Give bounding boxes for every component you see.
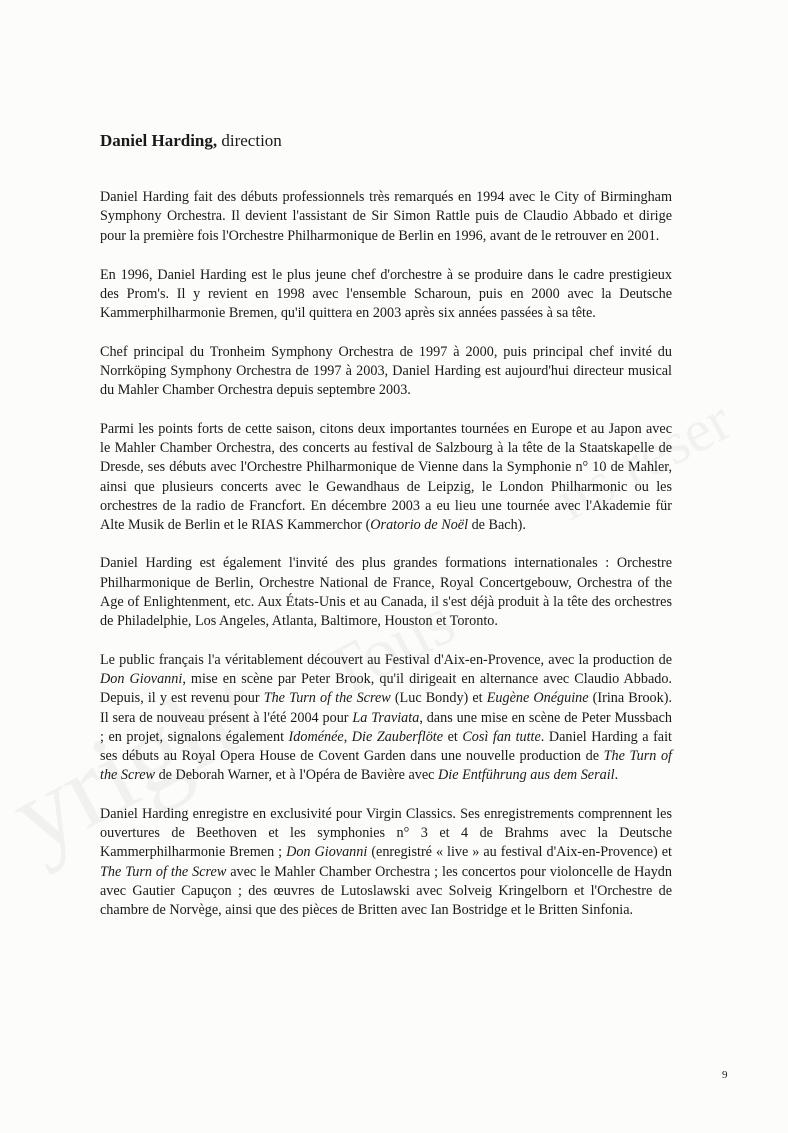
- paragraph-text: et: [443, 728, 463, 745]
- paragraph-text: Daniel Harding enregistre en exclusivité pour Virgin Classics. Ses enregistrements comprennent les ouvertures de Beethoven et les symphonies n° 3 et 4 de Brahms avec la Deutsche Kammerphilharmonie Bremen ;: [100, 805, 672, 861]
- paragraph-text: En 1996, Daniel Harding est le plus jeune chef d'orchestre à se produire dans le cadre prestigieux des Prom's. Il y revient en 1998 avec l'ensemble Scharoun, puis en 2000 avec la Deutsche Kammerphilharmonie Bremen, qu'il quittera en 2003 après six années passées à sa tête.: [100, 266, 672, 322]
- work-title: The Turn of the Screw: [100, 748, 672, 784]
- page-title: [100, 131, 282, 151]
- work-title: Don Giovanni: [286, 844, 368, 861]
- conductor-name: Daniel Harding,: [100, 131, 218, 150]
- paragraph-text: , mise en scène par Peter Brook, qu'il dirigeait en alternance avec Claudio Abbado. Depuis, il y est revenu pour: [100, 670, 672, 707]
- paragraph-text: (Irina Brook). Il sera de nouveau présent à l'été 2004 pour: [100, 690, 672, 726]
- paragraph-text: Chef principal du Tronheim Symphony Orchestra de 1997 à 2000, puis principal chef invité du Norrköping Symphony Orchestra de 1997 à 2003, Daniel Harding est aujourd'hui directeur musical du Mahler Chamber Orchestra depuis septembre 2003.: [100, 343, 672, 399]
- work-title: Idoménée: [288, 728, 344, 745]
- biography-paragraph: [100, 651, 672, 786]
- work-title: La Traviata: [352, 709, 420, 726]
- biography-paragraph: [100, 343, 672, 401]
- work-title: The Turn of the Screw: [100, 863, 227, 880]
- paragraph-text: (Luc Bondy) et: [390, 690, 487, 707]
- work-title: Don Giovanni: [100, 670, 183, 687]
- paragraph-text: Parmi les points forts de cette saison, citons deux importantes tournées en Europe et au Japon avec le Mahler Chamber Orchestra, des concerts au festival de Salzbourg à la tête de la Staatskapelle de Dresde, ses débuts avec l'Orchestre Philharmonique de Vienne dans la Symphonie n° 10 de Mahler, ainsi que plusieurs concerts avec le Gewandhaus de Leipzig, le London Philharmonic ou les orchestres de la radio de Francfort. En décembre 2003 a eu lieu une tournée avec l'Akademie für Alte Musik de Berlin et le RIAS Kammerchor (: [100, 420, 672, 534]
- paragraph-text: Le public français l'a véritablement découvert au Festival d'Aix-en-Provence, avec la production de: [100, 651, 672, 668]
- paragraph-text: (enregistré « live » au festival d'Aix-en-Provence) et: [367, 844, 672, 861]
- paragraph-text: .: [614, 767, 619, 784]
- work-title: Eugène Onéguine: [486, 690, 589, 707]
- work-title: Oratorio de Noël: [370, 517, 469, 534]
- biography-paragraph: [100, 420, 672, 536]
- page-number: 9: [722, 1069, 728, 1081]
- biography-paragraph: [100, 266, 672, 324]
- biography-paragraph: [100, 188, 672, 246]
- paragraph-text: de Deborah Warner, et à l'Opéra de Bavière avec: [155, 767, 439, 784]
- work-title: The Turn of the Screw: [263, 690, 391, 707]
- paragraph-text: . Daniel Harding a fait ses débuts au Royal Opera House de Covent Garden dans une nouvelle production de: [100, 728, 672, 765]
- paragraph-text: ,: [343, 728, 352, 745]
- paragraph-text: de Bach).: [468, 517, 526, 534]
- paragraph-text: , dans une mise en scène de Peter Mussbach ; en projet, signalons également: [100, 709, 672, 745]
- paragraph-text: Daniel Harding fait des débuts professionnels très remarqués en 1994 avec le City of Birmingham Symphony Orchestra. Il devient l'assistant de Sir Simon Rattle puis de Claudio Abbado et dirige pour la première fois l'Orchestre Philharmonique de Berlin en 1996, avant de le retrouver en 2001.: [100, 189, 672, 244]
- biography-paragraph: [100, 554, 672, 631]
- biography-body: [100, 188, 672, 940]
- work-title: Die Entführung aus dem Serail: [438, 767, 615, 784]
- paragraph-text: Daniel Harding est également l'invité des plus grandes formations internationales : Orchestre Philharmonique de Berlin, Orchestre National de France, Royal Concertgebouw, Orchestra of the Age of Enlightenment, etc. Aux États-Unis et au Canada, il s'est déjà produit à la tête des orchestres de Philadelphie, Los Angeles, Atlanta, Baltimore, Houston et Toronto.: [100, 555, 672, 630]
- work-title: Così fan tutte: [462, 728, 541, 745]
- biography-paragraph: [100, 805, 672, 921]
- paragraph-text: avec le Mahler Chamber Orchestra ; les concertos pour violoncelle de Haydn avec Gautier Capuçon ; des œuvres de Lutoslawski avec Solveig Kringelborn et l'Orchestre de chambre de Norvège, ainsi que des pièces de Britten avec Ian Bostridge et le Britten Sinfonia.: [100, 863, 672, 919]
- work-title: Die Zauberflöte: [351, 728, 444, 745]
- conductor-role: direction: [217, 131, 282, 150]
